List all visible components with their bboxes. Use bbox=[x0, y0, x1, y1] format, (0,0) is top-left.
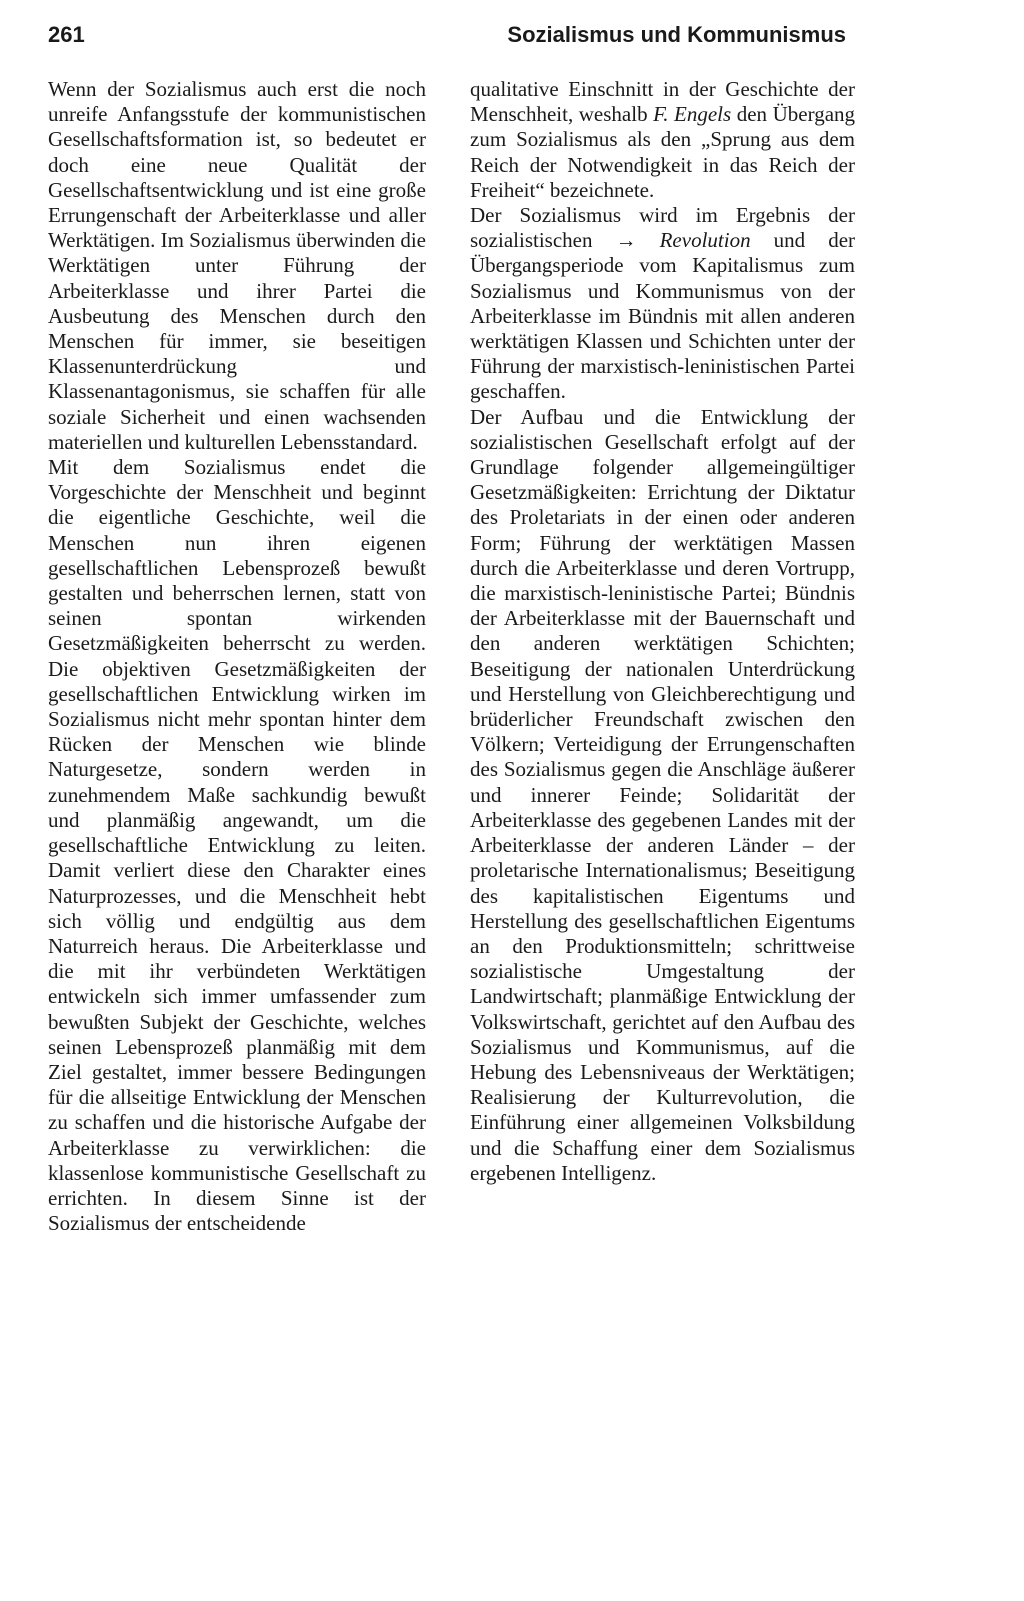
cross-reference-arrow-icon: → bbox=[615, 228, 637, 253]
right-p2-text-before: Der Sozialismus wird im Ergebnis der sozialistischen bbox=[470, 203, 855, 253]
right-p1-text-after: den Übergang zum Sozialismus als den „Sprung aus dem Reich der Notwendigkeit in das Reich der Freiheit“ bezeichnete. bbox=[470, 102, 856, 202]
running-title: Sozialismus und Kommunismus bbox=[507, 22, 846, 47]
left-paragraph-2: Mit dem Sozialismus endet die Vorgeschichte der Menschheit und beginnt die eigentliche Geschichte, weil die Menschen nun ihren eigenen gesellschaftlichen Lebensprozeß bewußt gestalten und beherrschen lernen, statt von seinen spontan wirkenden Gesetzmäßigkeiten beherrscht zu werden. Die objektiven Gesetzmäßigkeiten der gesellschaftlichen Entwicklung wirken im Sozialismus nicht mehr spontan hinter dem Rücken der Menschen wie blinde Naturgesetze, sondern werden in zunehmendem Maße sachkundig bewußt und planmäßig angewandt, um die gesellschaftliche Entwicklung zu leiten. Damit verliert diese den Charakter eines Naturprozesses, und die Menschheit hebt sich völlig und endgültig aus dem Naturreich heraus. Die Arbeiterklasse und die mit ihr verbündeten Werktätigen entwickeln sich immer umfassender zum bewußten Subjekt der Geschichte, welches seinen Lebensprozeß planmäßig mit dem Ziel gestaltet, immer bessere Bedingungen für die allseitige Entwicklung der Menschen zu schaffen und die historische Aufgabe der Arbeiterklasse zu verwirklichen: die klassenlose kommunistische Gesellschaft zu errichten. In diesem Sinne ist der Sozialismus der entscheidende bbox=[48, 455, 426, 1236]
left-column bbox=[48, 77, 426, 1236]
page-header bbox=[48, 22, 846, 48]
right-p2-text-after: und der Übergangsperiode vom Kapitalismus zum Sozialismus und Kommunismus von der Arbeiterklasse im Bündnis mit allen anderen werktätigen Klassen und Schichten unter der Führung der marxistisch-leninistischen Partei geschaffen. bbox=[470, 228, 856, 404]
right-paragraph-2 bbox=[470, 203, 855, 405]
right-column bbox=[470, 77, 855, 1186]
right-paragraph-1 bbox=[470, 77, 855, 203]
page-number: 261 bbox=[48, 22, 85, 47]
right-paragraph-3: Der Aufbau und die Entwicklung der sozialistischen Gesellschaft erfolgt auf der Grundlage folgender allgemeingültiger Gesetzmäßigkeiten: Errichtung der Diktatur des Proletariats in der einen oder anderen Form; Führung der werktätigen Massen durch die Arbeiterklasse und deren Vortrupp, die marxistisch-leninistische Partei; Bündnis der Arbeiterklasse mit der Bauernschaft und den anderen werktätigen Schichten; Beseitigung der nationalen Unterdrückung und Herstellung von Gleichberechtigung und brüderlicher Freundschaft zwischen den Völkern; Verteidigung der Errungenschaften des Sozialismus gegen die Anschläge äußerer und innerer Feinde; Solidarität der Arbeiterklasse des gegebenen Landes mit der Arbeiterklasse der anderen Länder – der proletarische Internationalismus; Beseitigung des kapitalistischen Eigentums und Herstellung des gesellschaftlichen Eigentums an den Produktionsmitteln; schrittweise sozialistische Umgestaltung der Landwirtschaft; planmäßige Entwicklung der Volkswirtschaft, gerichtet auf den Aufbau des Sozialismus und Kommunismus, auf die Hebung des Lebensniveaus der Werktätigen; Realisierung der Kulturrevolution, die Einführung einer allgemeinen Volksbildung und die Schaffung einer dem Sozialismus ergebenen Intelligenz. bbox=[470, 404, 855, 1185]
revolution-cross-reference[interactable]: Revolution bbox=[659, 228, 751, 253]
left-paragraph-1: Wenn der Sozialismus auch erst die noch unreife Anfangsstufe der kommunistischen Gesellschaftsformation ist, so bedeutet er doch eine neue Qualität der Gesellschaftsentwicklung und ist eine große Errungenschaft der Arbeiterklasse und aller Werktätigen. Im Sozialismus überwinden die Werktätigen unter Führung der Arbeiterklasse und ihrer Partei die Ausbeutung des Menschen durch den Menschen für immer, sie beseitigen Klassenunterdrückung und Klassenantagonismus, sie schaffen für alle soziale Sicherheit und einen wachsenden materiellen und kulturellen Lebensstandard. bbox=[48, 77, 426, 454]
right-p1-text-before: qualitative Einschnitt in der Geschichte der Menschheit, weshalb bbox=[470, 77, 855, 127]
engels-name: F. Engels bbox=[653, 102, 732, 127]
